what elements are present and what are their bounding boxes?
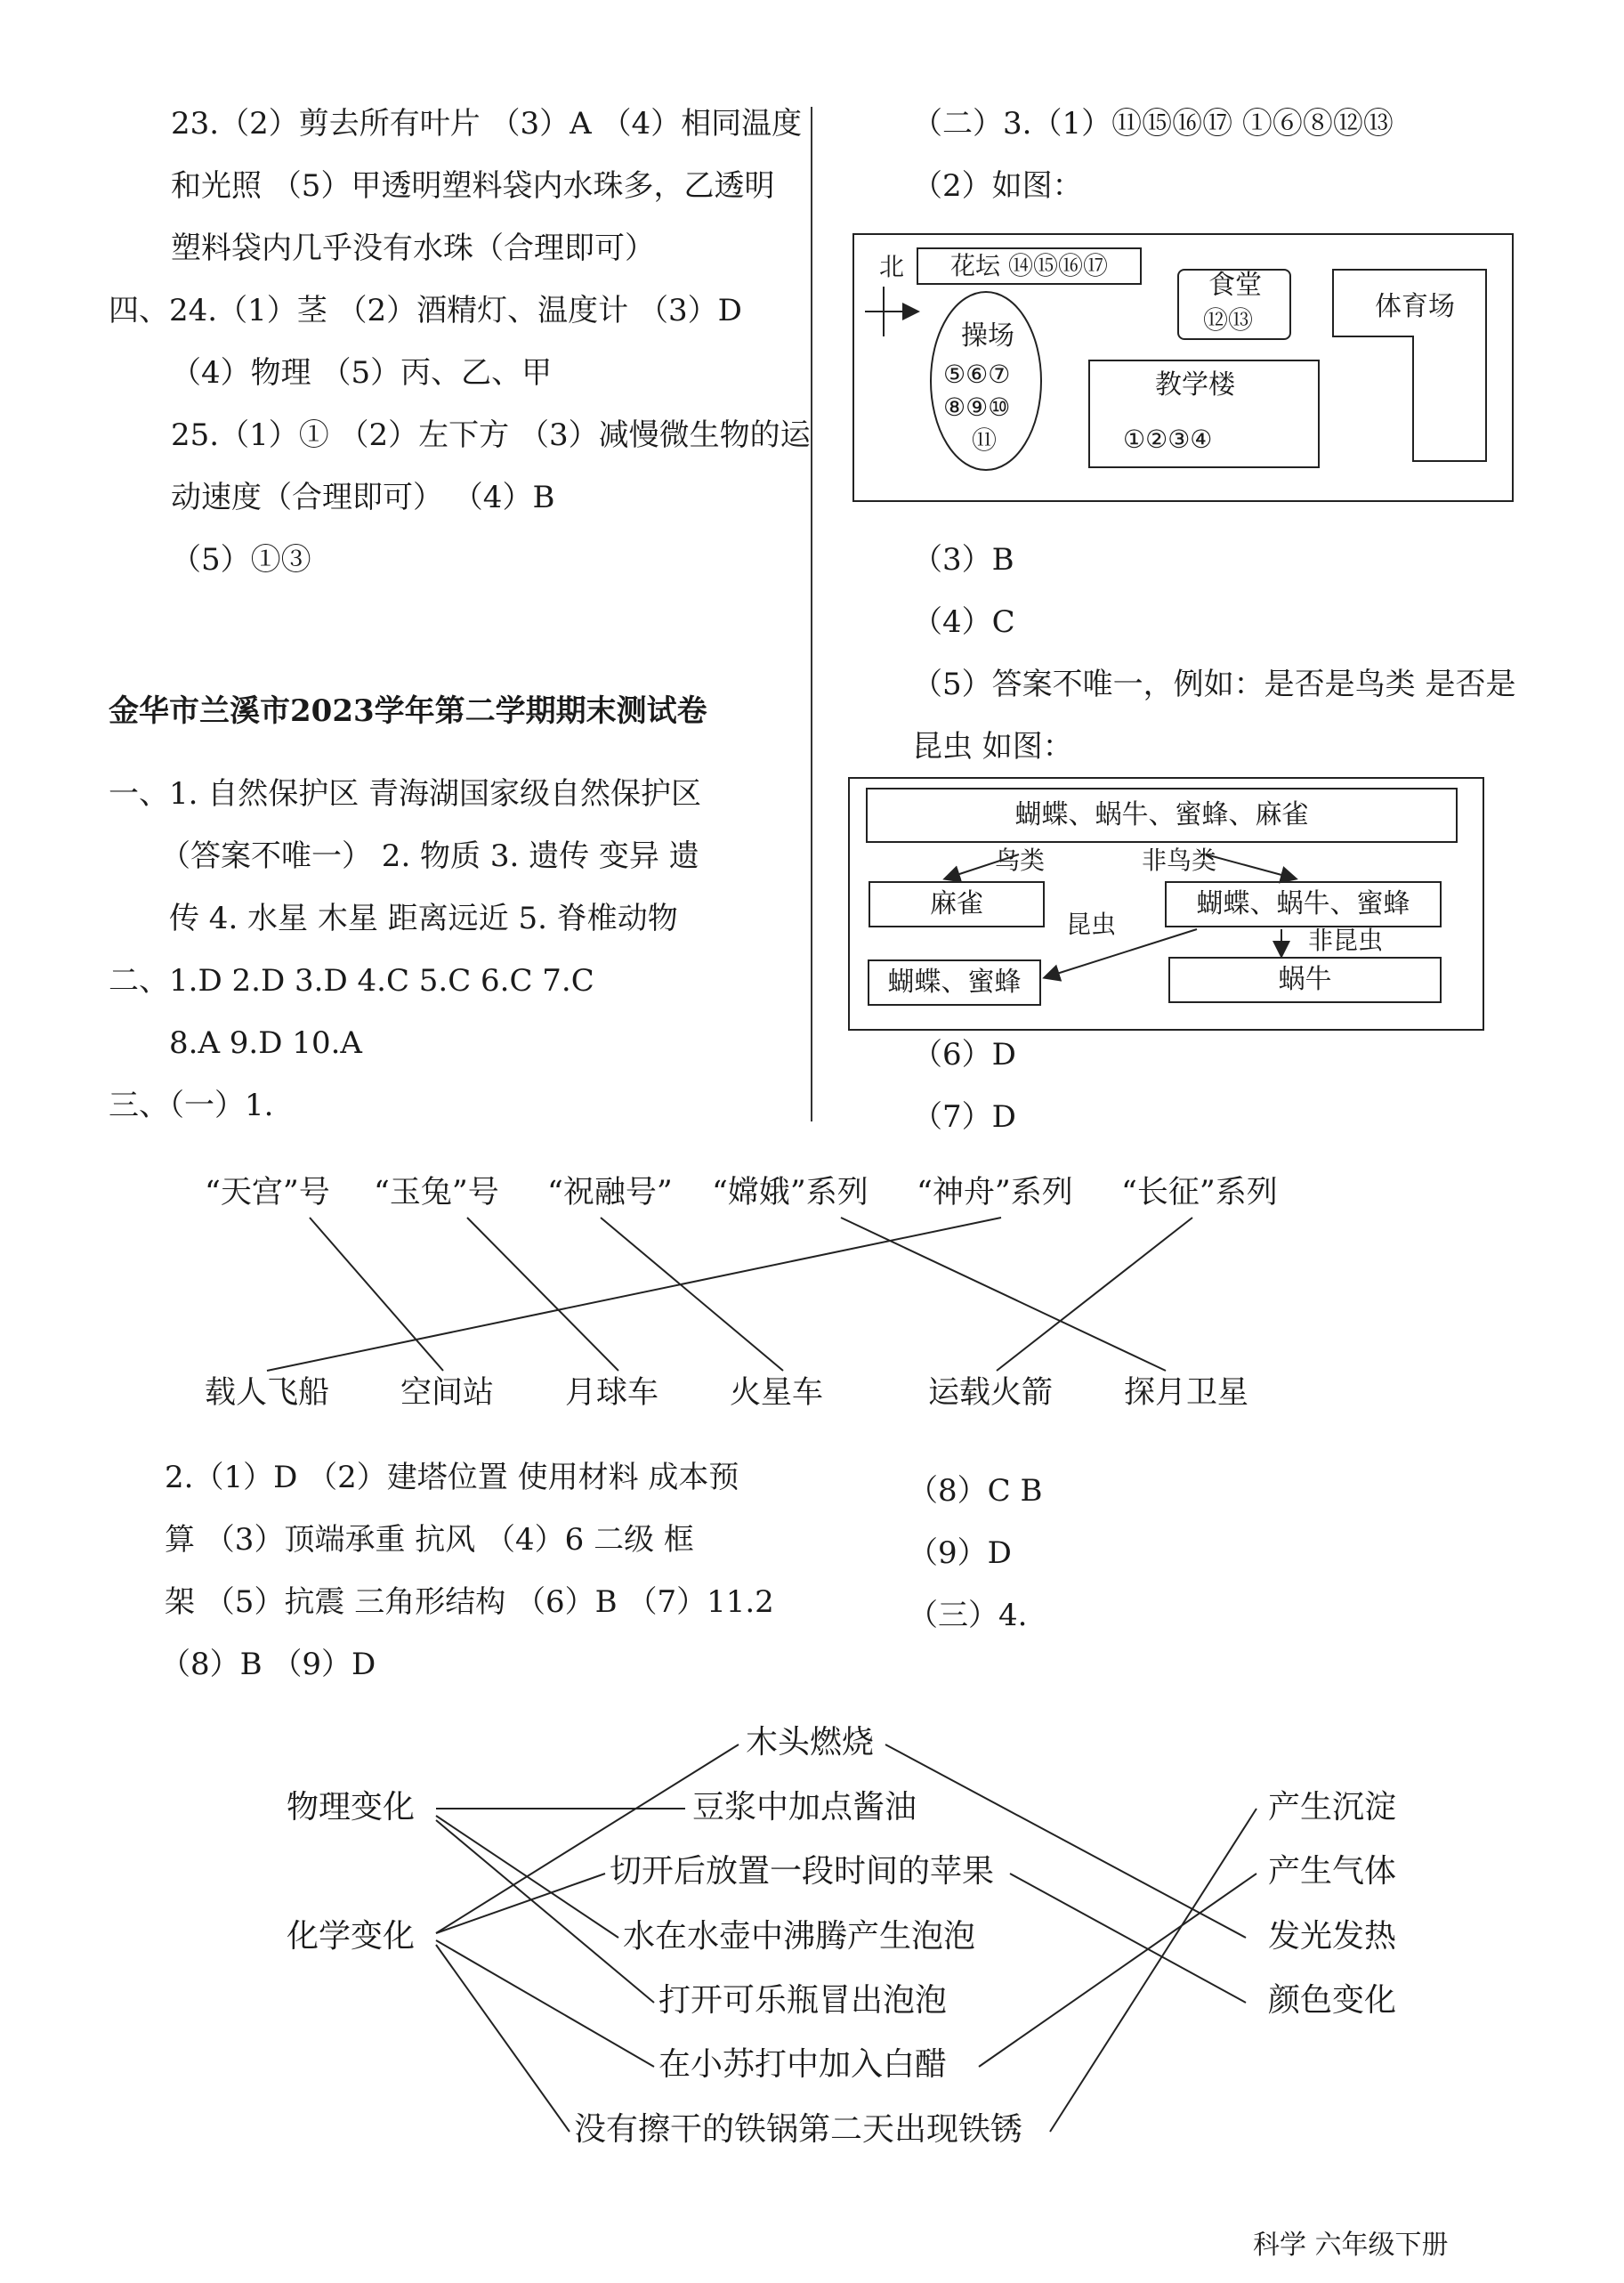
match2-right-3: 发光发热 — [1268, 1918, 1397, 1955]
answer-23-line1: 23.（2）剪去所有叶片 （3）A （4）相同温度 — [171, 106, 803, 142]
m1-line-6 — [997, 1218, 1192, 1371]
answer-3-1: （二）3.（1）⑪⑮⑯⑰ ①⑥⑧⑫⑬ — [912, 106, 1394, 142]
match1-top-2: “玉兔”号 — [374, 1175, 499, 1210]
part2-line2: 8.A 9.D 10.A — [169, 1025, 362, 1061]
sec2-right-1: （8）C B — [908, 1473, 1043, 1509]
m2-line-3 — [436, 1820, 654, 2003]
match1-bottom-2: 空间站 — [400, 1375, 495, 1411]
match2-left-chemical: 化学变化 — [287, 1918, 416, 1955]
match2-mid-2: 豆浆中加点酱油 — [692, 1789, 917, 1826]
sec2-line4: （8）B （9）D — [160, 1647, 376, 1682]
match1-top-1: “天宫”号 — [205, 1175, 330, 1210]
part1-line3: 传 4. 水星 木星 距离远近 5. 脊椎动物 — [169, 901, 678, 936]
exam-title: 金华市兰溪市2023学年第二学期期末测试卷 — [109, 693, 707, 729]
arrow-insect — [1046, 929, 1197, 977]
part2-line1: 二、1.D 2.D 3.D 4.C 5.C 6.C 7.C — [109, 963, 594, 999]
m2-line-11 — [1050, 1809, 1256, 2132]
m2-line-4 — [436, 1745, 739, 1933]
answer-24-line1: 四、24.（1）茎 （2）酒精灯、温度计 （3）D — [109, 293, 742, 328]
part3-label: 三、（一）1. — [109, 1088, 274, 1123]
all-animals-box: 蝴蝶、蜗牛、蜜蜂、麻雀 — [866, 788, 1458, 843]
match2-left-physical: 物理变化 — [287, 1789, 416, 1826]
field-nums-1: ⑤⑥⑦ — [943, 360, 1011, 389]
field-nums-2: ⑧⑨⑩ — [943, 393, 1011, 422]
north-label: 北 — [879, 252, 905, 281]
three-animals-box: 蝴蝶、蜗牛、蜜蜂 — [1165, 881, 1442, 927]
answer-3-5-line1: （5）答案不唯一，例如：是否是鸟类 是否是 — [912, 667, 1516, 702]
answer-25-line2: 动速度（合理即可） （4）B — [171, 480, 555, 515]
noninsect-label: 非昆虫 — [1308, 926, 1384, 955]
canteen-nums: ⑫⑬ — [1203, 305, 1254, 335]
bird-label: 鸟类 — [995, 846, 1046, 875]
gym-label: 体育场 — [1375, 291, 1455, 322]
butterfly-bee-box: 蝴蝶、蜜蜂 — [868, 959, 1041, 1006]
part1-line2: （答案不唯一） 2. 物质 3. 遗传 变异 遗 — [160, 838, 699, 874]
match1-top-5: “神舟”系列 — [917, 1175, 1073, 1210]
sec2-right-3: （三）4. — [908, 1598, 1028, 1633]
m2-line-5 — [436, 1874, 605, 1933]
answer-25-line1: 25.（1）① （2）左下方 （3）减慢微生物的运 — [171, 417, 811, 453]
match2-mid-7: 没有擦干的铁锅第二天出现铁锈 — [574, 2111, 1023, 2148]
match2-right-1: 产生沉淀 — [1268, 1789, 1397, 1826]
part1-line1: 一、1. 自然保护区 青海湖国家级自然保护区 — [109, 776, 702, 812]
answer-23-line2: 和光照 （5）甲透明塑料袋内水珠多，乙透明 — [171, 168, 775, 204]
m1-line-2 — [467, 1218, 618, 1371]
sec2-right-2: （9）D — [908, 1535, 1012, 1571]
match1-top-6: “长征”系列 — [1121, 1175, 1278, 1210]
answer-3-3: （3）B — [912, 542, 1014, 578]
teaching-label: 教学楼 — [1155, 369, 1235, 401]
match2-mid-3: 切开后放置一段时间的苹果 — [610, 1853, 995, 1890]
answer-3-5-line2: 昆虫 如图： — [912, 729, 1073, 765]
sec2-line3: 架 （5）抗震 三角形结构 （6）B （7）11.2 — [165, 1584, 774, 1620]
field-label: 操场 — [961, 320, 1014, 352]
match2-right-2: 产生气体 — [1268, 1853, 1397, 1890]
answer-3-6: （6）D — [912, 1037, 1016, 1073]
answer-3-2: （2）如图： — [912, 168, 1083, 204]
sec2-line2: 算 （3）顶端承重 抗风 （4）6 二级 框 — [165, 1522, 694, 1558]
answer-25-line3: （5）①③ — [171, 542, 311, 578]
match2-mid-5: 打开可乐瓶冒出泡泡 — [658, 1982, 948, 2019]
field-nums-3: ⑪ — [972, 425, 998, 455]
match1-bottom-6: 探月卫星 — [1124, 1375, 1249, 1411]
match1-bottom-5: 运载火箭 — [928, 1375, 1054, 1411]
m2-line-9 — [1010, 1874, 1246, 2003]
match2-mid-1: 木头燃烧 — [746, 1724, 875, 1761]
snail-box: 蜗牛 — [1168, 957, 1442, 1003]
match1-bottom-4: 火星车 — [730, 1375, 824, 1411]
arrow-bird — [946, 854, 1019, 878]
match2-mid-6: 在小苏打中加入白醋 — [658, 2046, 948, 2083]
match1-top-3: “祝融号” — [547, 1175, 673, 1210]
nonbird-label: 非鸟类 — [1142, 846, 1217, 875]
m1-line-3 — [601, 1218, 783, 1371]
sparrow-box: 麻雀 — [869, 881, 1045, 927]
answer-3-4: （4）C — [912, 604, 1015, 640]
m2-line-6 — [436, 1940, 654, 2067]
insect-label: 昆虫 — [1066, 910, 1117, 939]
answer-3-7: （7）D — [912, 1099, 1016, 1135]
footer: 科学 六年级下册 — [1253, 2230, 1449, 2261]
match2-mid-4: 水在水壶中沸腾产生泡泡 — [623, 1918, 976, 1955]
m2-line-7 — [436, 1945, 570, 2132]
match2-right-4: 颜色变化 — [1268, 1982, 1397, 2019]
match1-bottom-1: 载人飞船 — [205, 1375, 330, 1411]
answer-24-line2: （4）物理 （5）丙、乙、甲 — [171, 355, 553, 391]
canteen-label: 食堂 — [1208, 270, 1262, 301]
teaching-nums: ①②③④ — [1123, 425, 1213, 454]
sec2-line1: 2.（1）D （2）建塔位置 使用材料 成本预 — [165, 1460, 739, 1495]
arrow-nonbird — [1206, 854, 1295, 878]
flower-bed: 花坛 ⑭⑮⑯⑰ — [917, 247, 1142, 285]
match1-bottom-3: 月球车 — [565, 1375, 659, 1411]
answer-23-line3: 塑料袋内几乎没有水珠（合理即可） — [171, 231, 655, 266]
field-ellipse — [931, 292, 1041, 470]
m2-line-10 — [979, 1874, 1256, 2067]
match1-top-4: “嫦娥”系列 — [712, 1175, 869, 1210]
gym-shape — [1333, 270, 1486, 461]
